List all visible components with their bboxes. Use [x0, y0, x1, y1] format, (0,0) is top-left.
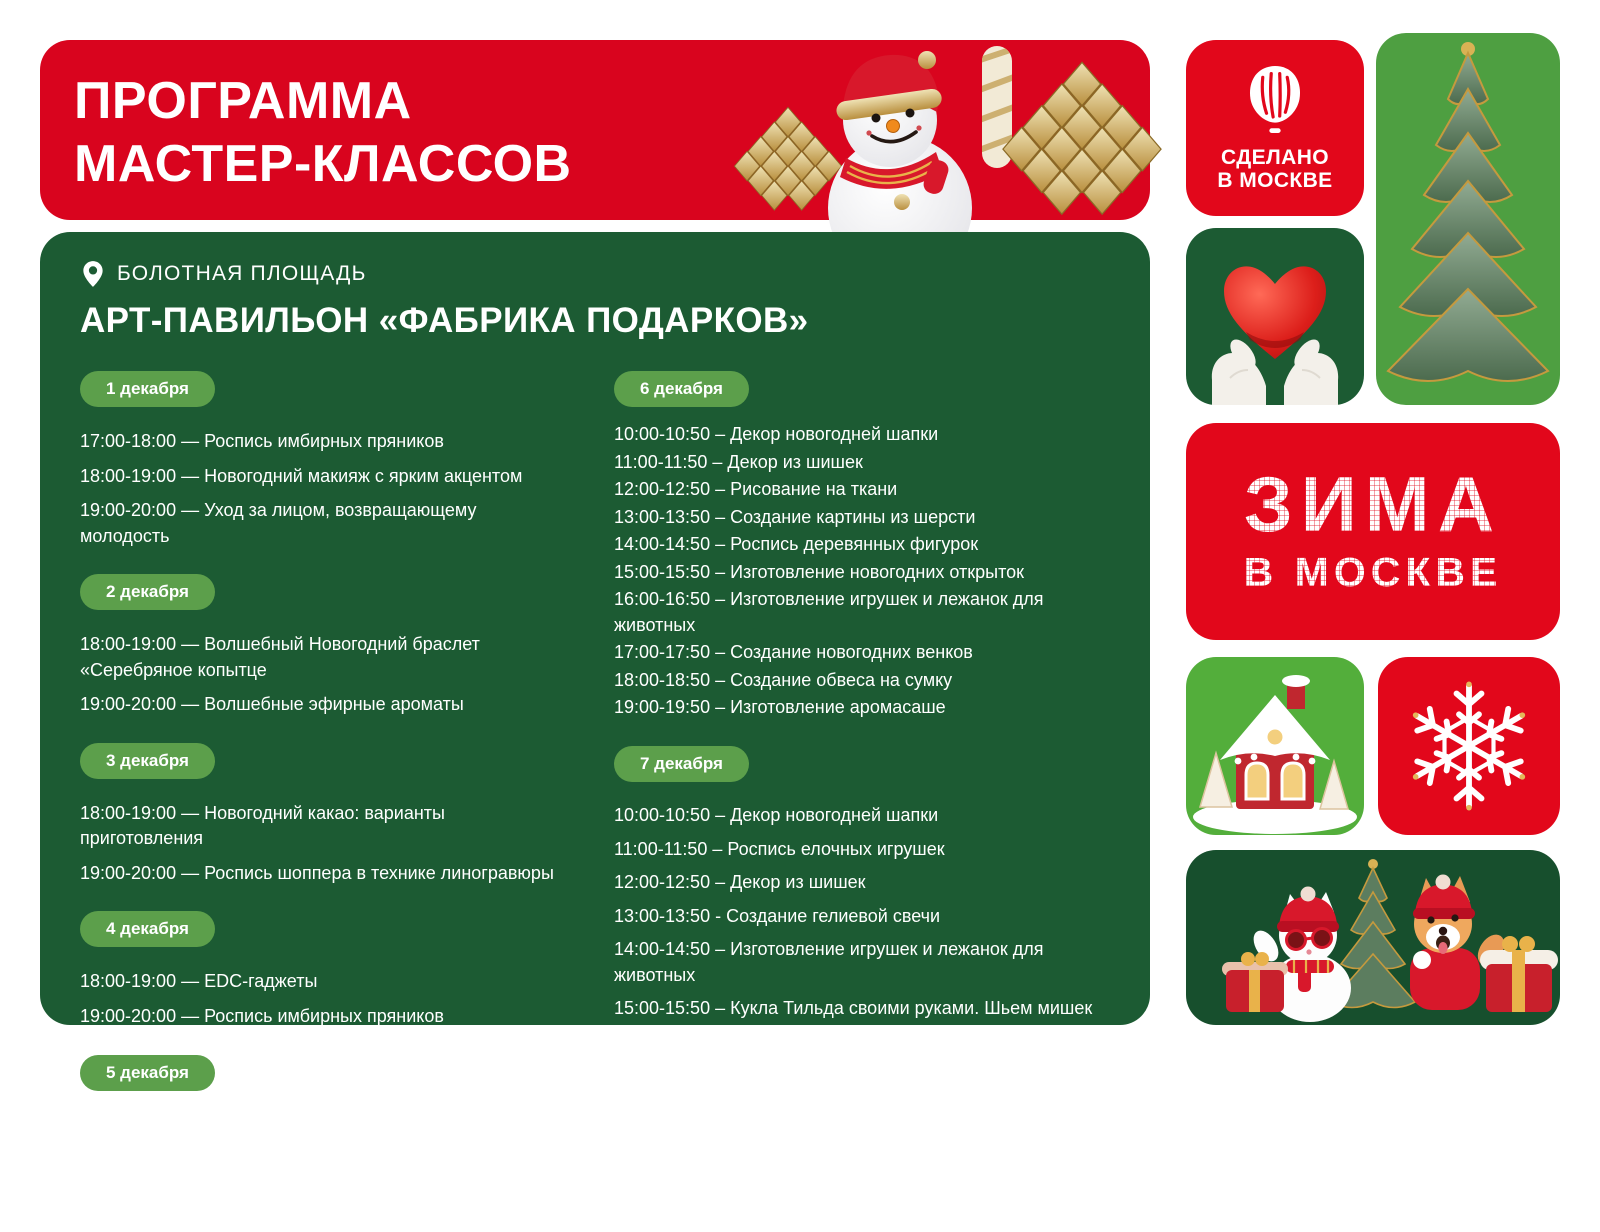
made-in-moscow-tile [1186, 40, 1364, 216]
date-badge: 7 декабря [614, 746, 749, 782]
event-list [80, 801, 576, 887]
event-item: 19:00-20:00 — Уход за лицом, возвращающему молодость [80, 500, 477, 546]
gingerbread-house-tile [1186, 657, 1364, 835]
schedule-section [80, 1055, 576, 1173]
date-badge: 6 декабря [614, 371, 749, 407]
event-list [80, 429, 576, 549]
event-item: 11:00-11:50 – Декор из шишек [614, 451, 863, 472]
event-item: 13:00-13:50 – Создание картины из шерсти [614, 506, 976, 527]
event-item: 11:00-11:50 – Роспись елочных игрушек [614, 838, 945, 859]
event-item: 17:00-17:50 – Создание елочных экоукрашений [614, 1090, 1011, 1111]
date-badge: 5 декабря [80, 1055, 215, 1091]
event-item: 18:00-18:50 – Создание обвеса на сумку [614, 669, 953, 690]
event-list [80, 1113, 576, 1173]
schedule-section [80, 371, 576, 549]
snowflake-tile [1378, 657, 1560, 835]
page-title-line1: ПРОГРАММА [74, 72, 412, 130]
map-pin-icon [82, 260, 104, 288]
event-item: 19:00-19:50 – Изготовление аромасаше [614, 697, 946, 718]
schedule-section [80, 743, 576, 887]
date-badge: 1 декабря [80, 371, 215, 407]
schedule-column-right [614, 371, 1110, 1232]
cat-and-corgi-tile [1186, 850, 1560, 1025]
event-item: 10:00-10:50 – Декор новогодней шапки [614, 805, 939, 826]
location-row [82, 260, 1110, 288]
winter-in-moscow-line2: В МОСКВЕ [1243, 549, 1503, 596]
venue-title: АРТ-ПАВИЛЬОН «ФАБРИКА ПОДАРКОВ» [80, 301, 809, 340]
christmas-tree-illustration [1376, 33, 1560, 405]
made-in-moscow-line2: В МОСКВЕ [1217, 169, 1333, 192]
header-banner [40, 40, 1150, 220]
gingerbread-house-illustration [1186, 657, 1364, 835]
made-in-moscow-line1: СДЕЛАНО [1220, 145, 1330, 169]
winter-in-moscow-line1: ЗИМА [1243, 459, 1503, 548]
cat-and-corgi-illustration [1186, 850, 1560, 1025]
date-badge: 4 декабря [80, 911, 215, 947]
event-list [614, 422, 1110, 721]
event-item: 17:00-18:00 — Роспись имбирных пряников [80, 431, 444, 451]
event-item: 16:00-16:50 – Создание обвеса на сумку [614, 1057, 953, 1078]
winter-in-moscow-tile [1186, 423, 1560, 640]
heart-in-hands-tile [1186, 228, 1364, 405]
event-item: 19:00-20:00 — Волшебные эфирные ароматы [80, 694, 464, 715]
event-item: 19:00-19:50 – Создание броши [614, 1183, 872, 1204]
event-item: 18:00-19:00 — Волшебный Новогодний браслет «Серебряное копытце [80, 634, 480, 680]
event-item: 19:00-20:00 — Роспись шоппера в технике линогравюры [80, 862, 554, 883]
event-item: 18:00-19:00 — Роспись пряников для участников от 6 лет [80, 1114, 560, 1135]
event-item: 14:00-14:50 – Роспись деревянных фигурок [614, 534, 979, 555]
event-item: 15:00-15:50 – Изготовление новогодних открыток [614, 561, 1025, 582]
event-item: 12:00-12:50 – Декор из шишек [614, 872, 866, 893]
event-item: 18:00-18:50 – Декорирование свечей в новогодней тематике [614, 1124, 1038, 1171]
made-in-moscow-label [1217, 146, 1332, 192]
date-badge: 3 декабря [80, 743, 215, 779]
event-item: 12:00-12:50 – Рисование на ткани [614, 479, 898, 500]
event-item: 14:00-14:50 – Изготовление игрушек и лежанок для животных [614, 939, 1044, 985]
balloon-icon [1242, 64, 1308, 136]
event-item: 13:00-13:50 - Создание гелиевой свечи [614, 905, 941, 926]
schedule-columns [80, 371, 1110, 1232]
event-item: 16:00-16:50 – Изготовление игрушек и лежанок для животных [614, 589, 1044, 635]
event-item: 15:00-15:50 – Кукла Тильда своими руками. Шьем мишек Тедди [614, 998, 1093, 1044]
event-item: 18:00-19:00 — Новогодний какао: варианты приготовления [80, 802, 445, 849]
date-badge: 2 декабря [80, 574, 215, 610]
schedule-panel [40, 232, 1150, 1204]
event-item: 19:30-20:30 — Создание аксессуаров [80, 1149, 394, 1170]
event-item: 18:00-19:00 — EDC-гаджеты [80, 971, 318, 992]
event-item: 18:00-19:00 — Новогодний макияж с ярким акцентом [80, 465, 523, 486]
schedule-section [80, 911, 576, 1029]
snowflake-icon [1394, 671, 1544, 821]
page-title [74, 70, 572, 197]
schedule-column-left [80, 371, 576, 1232]
snowman-illustration [730, 40, 1150, 220]
christmas-tree-tile [1376, 33, 1560, 405]
venue-location: БОЛОТНАЯ ПЛОЩАДЬ [117, 262, 367, 285]
schedule-section [614, 746, 1110, 1207]
heart-in-hands-illustration [1186, 228, 1364, 405]
event-list [80, 969, 576, 1029]
event-item: 10:00-10:50 – Декор новогодней шапки [614, 424, 939, 444]
event-item: 17:00-17:50 – Создание новогодних венков [614, 642, 973, 663]
schedule-section [614, 371, 1110, 721]
event-list [614, 803, 1110, 1207]
page-title-line2: МАСТЕР-КЛАССОВ [74, 135, 572, 194]
schedule-section [80, 574, 576, 718]
event-list [80, 632, 576, 718]
event-item: 19:00-20:00 — Роспись имбирных пряников [80, 1006, 444, 1027]
